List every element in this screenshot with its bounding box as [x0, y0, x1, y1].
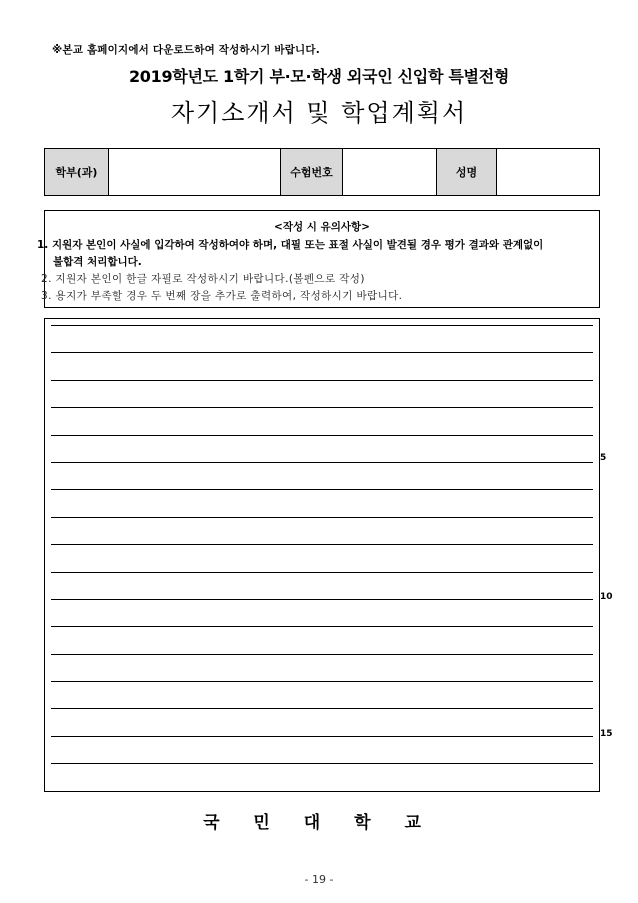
writing-line[interactable] — [51, 326, 593, 353]
ruled-lines — [51, 325, 593, 785]
guidelines-heading: <작성 시 유의사항> — [274, 221, 370, 233]
school-name: 국 민 대 학 교 — [203, 813, 435, 833]
writing-line[interactable] — [51, 436, 593, 463]
guideline-1-line1: 1. 지원자 본인이 사실에 입각하여 작성하여야 하며, 대필 또는 표절 사실이 발견될 경우 평가 결과와 관계없이 — [37, 239, 544, 251]
line-marker-5: 5 — [600, 453, 607, 463]
exam-number-label: 수험번호 — [281, 149, 343, 195]
guideline-1-line2: 불합격 처리합니다. — [53, 256, 142, 268]
writing-line[interactable] — [51, 381, 593, 408]
name-field[interactable] — [497, 149, 599, 195]
exam-number-field[interactable] — [343, 149, 437, 195]
writing-line[interactable] — [51, 655, 593, 682]
writing-line[interactable] — [51, 408, 593, 435]
page-title: 자기소개서 및 학업계획서 — [170, 99, 468, 127]
line-marker-10: 10 — [600, 592, 613, 602]
guideline-1 — [37, 237, 597, 271]
writing-line[interactable] — [51, 709, 593, 736]
writing-line[interactable] — [51, 764, 593, 791]
writing-line[interactable] — [51, 627, 593, 654]
guideline-2: 2. 지원자 본인이 한글 자필로 작성하시기 바랍니다.(볼펜으로 작성) — [41, 273, 365, 285]
essay-writing-area[interactable] — [44, 318, 600, 792]
writing-line[interactable] — [51, 682, 593, 709]
guideline-3: 3. 용지가 부족할 경우 두 번째 장을 추가로 출력하여, 작성하시기 바랍니다. — [41, 290, 403, 302]
department-field[interactable] — [109, 149, 281, 195]
name-label: 성명 — [437, 149, 497, 195]
line-marker-15: 15 — [600, 729, 613, 739]
applicant-info-table — [44, 148, 600, 196]
department-label: 학부(과) — [45, 149, 109, 195]
writing-line[interactable] — [51, 573, 593, 600]
writing-line[interactable] — [51, 545, 593, 572]
writing-guidelines — [37, 210, 600, 308]
writing-line[interactable] — [51, 463, 593, 490]
download-notice: ※본교 홈페이지에서 다운로드하여 작성하시기 바랍니다. — [52, 44, 320, 56]
writing-line[interactable] — [51, 490, 593, 517]
writing-line[interactable] — [51, 600, 593, 627]
admission-subtitle: 2019학년도 1학기 부·모·학생 외국인 신입학 특별전형 — [128, 67, 510, 86]
page-number: - 19 - — [304, 873, 334, 886]
writing-line[interactable] — [51, 737, 593, 764]
writing-line[interactable] — [51, 518, 593, 545]
writing-line[interactable] — [51, 353, 593, 380]
